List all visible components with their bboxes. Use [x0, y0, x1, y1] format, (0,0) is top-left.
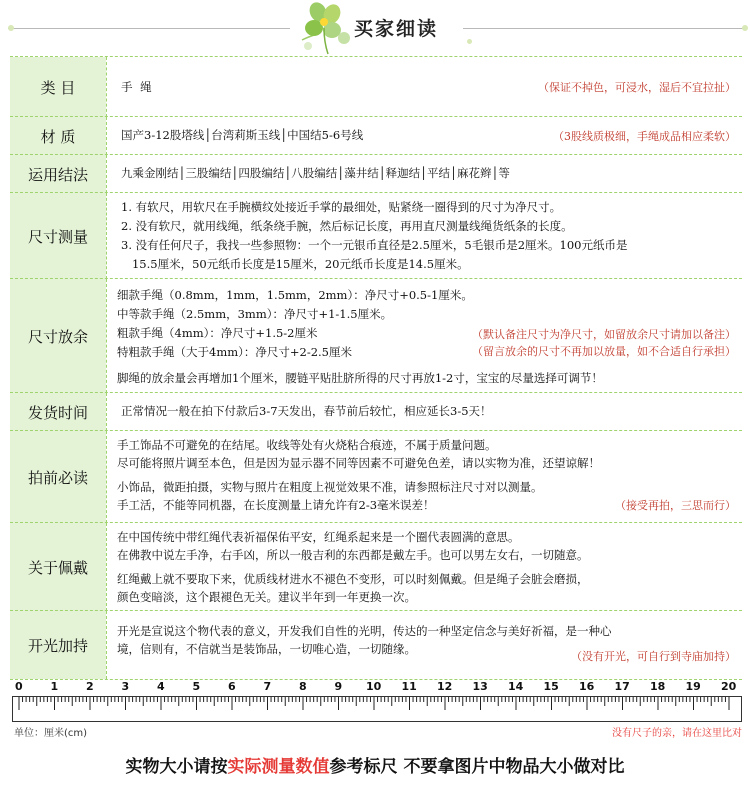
allowance-line: 粗款手绳（4mm）：净尺寸+1.5-2厘米 [117, 326, 318, 340]
shipping-text: 正常情况一般在拍下付款后3-7天发出，春节前后较忙，相应延长3-5天！ [121, 404, 492, 418]
size-line: 15.5厘米，50元纸币长度是15厘米，20元纸币长度是14.5厘米。 [121, 257, 469, 271]
allowance-note: （默认备注尺寸为净尺寸，如留放余尺寸请加以备注） [472, 328, 736, 341]
header-left-line [8, 28, 290, 29]
row-content [106, 611, 742, 679]
row-label: 运用结法 [10, 155, 106, 193]
size-line: 3. 没有任何尺子，我找一些参照物：一个一元银币直径是2.5厘米，5毛银币是2厘米。100元纸币是 [121, 238, 628, 252]
ruler-number: 15 [543, 680, 559, 693]
ruler-number: 8 [299, 680, 307, 693]
footer-text-after: 参考标尺 不要拿图片中物品大小做对比 [329, 757, 625, 777]
row-label: 开光加持 [10, 611, 106, 679]
row-content [106, 431, 742, 523]
category-text: 手 绳 [121, 80, 152, 94]
ruler-numbers [12, 681, 740, 695]
footer-warning [0, 752, 750, 777]
wearing-line: 在佛教中说左手净，右手凶，所以一般吉利的东西都是戴左手。也可以男左女右，一切随意。 [117, 548, 589, 562]
row-category [10, 56, 742, 117]
row-size [10, 192, 742, 279]
footer-text-before: 实物大小请按 [125, 757, 228, 777]
page-title: 买家细读 [354, 18, 439, 40]
ruler-ticks [13, 697, 741, 721]
ruler-number: 17 [614, 680, 630, 693]
allowance-note: （留言放余的尺寸不再加以放量，如不合适自行承担） [472, 345, 736, 358]
knots-text: 九乘金刚结│三股编结│四股编结│八股编结│藻井结│释迦结│平结│麻花辫│等 [121, 166, 510, 180]
ruler-number: 6 [228, 680, 236, 693]
row-label: 尺寸放余 [10, 279, 106, 393]
row-content [106, 155, 742, 193]
row-shipping [10, 392, 742, 431]
allowance-extra: 脚绳的放余量会再增加1个厘米，腰链平贴肚脐所得的尺寸再放1-2寸，宝宝的尽量选择可调节！ [117, 371, 603, 385]
ruler-unit-label: 单位：厘米(cm) [14, 728, 88, 739]
before-buy-line: 尽可能将照片调至本色，但是因为显示器不同等因素不可避免色差，请以实物为准，还望谅解！ [117, 456, 600, 470]
row-wearing [10, 522, 742, 611]
ruler-number: 4 [157, 680, 165, 693]
header-dot [467, 39, 472, 44]
before-buy-line: 小饰品，微距拍摄，实物与照片在粗度上视觉效果不准，请参照标注尺寸对以测量。 [117, 480, 543, 494]
row-consecration [10, 610, 742, 680]
allowance-line: 细款手绳（0.8mm，1mm，1.5mm，2mm）：净尺寸+0.5-1厘米。 [117, 288, 473, 302]
ruler-number: 0 [15, 680, 23, 693]
ruler-number: 10 [366, 680, 382, 693]
before-buy-note: （接受再拍，三思而行） [615, 499, 736, 512]
row-content [106, 279, 742, 393]
ruler [12, 696, 742, 722]
consecration-line: 开光是宣说这个物代表的意义，开发我们自性的光明，传达的一种坚定信念与美好祈福，是一种心 [117, 624, 612, 638]
row-content [106, 193, 742, 279]
material-note: （3股线质极细，手绳成品相应柔软） [553, 130, 736, 143]
wearing-line: 红绳戴上就不要取下来，优质线材进水不褪色不变形，可以时刻佩戴。但是绳子会脏会磨损， [117, 572, 589, 586]
before-buy-line: 手工饰品不可避免的在结尾。收线等处有火烧粘合痕迹，不属于质量问题。 [117, 438, 497, 452]
row-label: 拍前必读 [10, 431, 106, 523]
row-material [10, 116, 742, 155]
ruler-number: 12 [437, 680, 453, 693]
ruler-number: 3 [121, 680, 130, 693]
ruler-number: 9 [334, 680, 343, 693]
info-table [10, 56, 742, 679]
size-line: 2. 没有软尺，就用线绳，纸条绕手腕，然后标记长度，再用直尺测量线绳货纸条的长度。 [121, 219, 573, 233]
consecration-line: 境，信则有，不信就当是装饰品，一切唯心造，一切随缘。 [117, 642, 416, 656]
allowance-line: 中等款手绳（2.5mm，3mm）：净尺寸+1-1.5厘米。 [117, 307, 393, 321]
row-label: 关于佩戴 [10, 523, 106, 611]
material-text: 国产3-12股塔线│台湾莉斯玉线│中国结5-6号线 [121, 128, 364, 142]
wearing-line: 颜色变暗淡，这个跟褪色无关。建议半年到一年更换一次。 [117, 590, 416, 604]
ruler-number: 13 [472, 680, 488, 693]
ruler-number: 19 [685, 680, 701, 693]
ruler-number: 16 [579, 680, 595, 693]
consecration-note: （没有开光，可自行到寺庙加持） [571, 650, 736, 663]
wearing-line: 在中国传统中带红绳代表祈福保佑平安，红绳系起来是一个圈代表圆满的意思。 [117, 530, 520, 544]
row-knots [10, 154, 742, 193]
row-before-buy [10, 430, 742, 523]
before-buy-line: 手工活，不能等同机器，在长度测量上请允许有2-3毫米误差！ [117, 498, 435, 512]
row-label: 类 目 [10, 57, 106, 117]
category-note: （保证不掉色，可浸水，湿后不宜拉扯） [538, 81, 736, 94]
row-label: 发货时间 [10, 393, 106, 431]
footer-highlight: 实际测量数值 [227, 757, 330, 777]
ruler-number: 7 [263, 680, 272, 693]
row-content [106, 393, 742, 431]
row-allowance [10, 278, 742, 393]
row-label: 材 质 [10, 117, 106, 155]
header-right-line [463, 28, 743, 29]
row-content [106, 523, 742, 611]
clover-flower-icon [294, 0, 356, 55]
ruler-note: 没有尺子的亲，请在这里比对 [612, 728, 742, 739]
ruler-number: 5 [192, 680, 201, 693]
size-line: 1. 有软尺，用软尺在手腕横纹处接近手掌的最细处，贴紧绕一圈得到的尺寸为净尺寸。 [121, 200, 562, 214]
header-dot [742, 25, 748, 31]
allowance-line: 特粗款手绳（大于4mm）：净尺寸+2-2.5厘米 [117, 345, 353, 359]
header-dot [8, 25, 14, 31]
ruler-number: 20 [721, 680, 737, 693]
ruler-number: 1 [50, 680, 59, 693]
row-content [106, 117, 742, 155]
ruler-number: 18 [650, 680, 666, 693]
row-label: 尺寸测量 [10, 193, 106, 279]
header-banner [0, 0, 750, 55]
row-content [106, 57, 742, 117]
ruler-number: 14 [508, 680, 524, 693]
ruler-number: 2 [86, 680, 94, 693]
ruler-number: 11 [401, 680, 417, 693]
